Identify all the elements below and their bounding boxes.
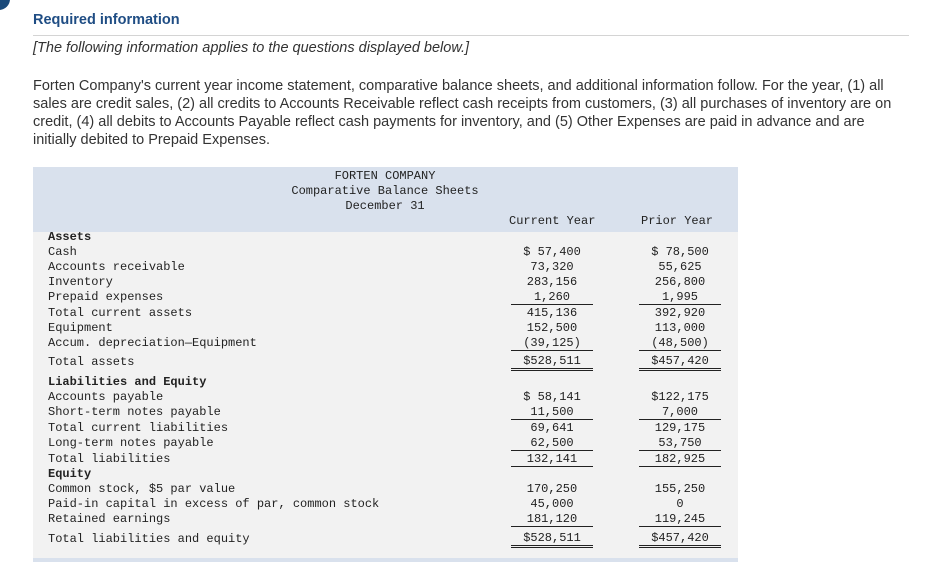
cell-prior: 256,800 xyxy=(654,275,706,289)
sheet-header xyxy=(33,167,738,232)
cell-current: 45,000 xyxy=(530,497,574,511)
cell-prior: 113,000 xyxy=(654,321,706,335)
balance-sheet-table xyxy=(33,167,738,563)
cell-current: 283,156 xyxy=(526,275,578,289)
cell-current: 62,500 xyxy=(511,436,593,451)
assets-heading: Assets xyxy=(48,230,92,244)
cell-prior: 55,625 xyxy=(658,260,702,274)
cell-current: $ 57,400 xyxy=(523,245,581,259)
divider xyxy=(33,35,909,36)
sheet-footer-band xyxy=(33,558,738,562)
cell-prior: 53,750 xyxy=(639,436,721,451)
cell-prior: 1,995 xyxy=(639,290,721,305)
row-label: Total current liabilities xyxy=(48,421,229,435)
cell-prior: 0 xyxy=(676,497,684,511)
cell-current: 415,136 xyxy=(526,306,578,320)
cell-current: 73,320 xyxy=(530,260,574,274)
row-label: Prepaid expenses xyxy=(48,290,164,304)
statement-date: December 31 xyxy=(345,199,425,213)
cell-prior: (48,500) xyxy=(639,336,721,351)
row-label: Cash xyxy=(48,245,77,259)
liabilities-heading: Liabilities and Equity xyxy=(48,375,207,389)
row-label: Short-term notes payable xyxy=(48,405,221,419)
row-label: Paid-in capital in excess of par, common stock xyxy=(48,497,380,511)
cell-current: 11,500 xyxy=(511,405,593,420)
cell-current: 69,641 xyxy=(530,421,574,435)
cell-prior: $ 78,500 xyxy=(651,245,709,259)
cell-current: $528,511 xyxy=(511,531,593,548)
row-label: Accounts receivable xyxy=(48,260,185,274)
equity-heading: Equity xyxy=(48,467,92,481)
row-label: Accounts payable xyxy=(48,390,164,404)
cell-prior: 129,175 xyxy=(654,421,706,435)
sheet-body xyxy=(33,232,738,558)
cell-prior: 119,245 xyxy=(639,512,721,527)
row-label: Long-term notes payable xyxy=(48,436,214,450)
col-current-year: Current Year xyxy=(509,214,596,228)
corner-badge-icon xyxy=(0,0,10,10)
row-label: Total liabilities and equity xyxy=(48,532,250,546)
row-label: Total liabilities xyxy=(48,452,171,466)
cell-prior: 182,925 xyxy=(639,452,721,467)
row-label: Common stock, $5 par value xyxy=(48,482,236,496)
col-prior-year: Prior Year xyxy=(641,214,714,228)
row-label: Total assets xyxy=(48,355,135,369)
row-label: Accum. depreciation—Equipment xyxy=(48,336,257,350)
cell-prior: 392,920 xyxy=(654,306,706,320)
required-info-title: Required information xyxy=(33,12,180,28)
statement-title: Comparative Balance Sheets xyxy=(291,184,479,198)
cell-current: 1,260 xyxy=(511,290,593,305)
cell-current: $528,511 xyxy=(511,354,593,371)
cell-current: 132,141 xyxy=(511,452,593,467)
intro-paragraph: Forten Company's current year income statement, comparative balance sheets, and additional information follow. For the year, (1) all sales are credit sales, (2) all credits to Accounts Receivable reflect cash receipts from customers, (3) all purchases of inventory are on credit, (4) all debits to Accounts Payable reflect cash payments for inventory, and (5) Other Expenses are paid in advance and are initially debited to Prepaid Expenses. xyxy=(33,78,892,148)
row-label: Inventory xyxy=(48,275,113,289)
company-name: FORTEN COMPANY xyxy=(334,169,436,183)
row-label: Equipment xyxy=(48,321,113,335)
cell-current: 181,120 xyxy=(511,512,593,527)
subtitle: [The following information applies to the questions displayed below.] xyxy=(33,40,470,56)
cell-current: 170,250 xyxy=(526,482,578,496)
cell-prior: 7,000 xyxy=(639,405,721,420)
cell-prior: $457,420 xyxy=(639,354,721,371)
cell-current: 152,500 xyxy=(526,321,578,335)
cell-prior: 155,250 xyxy=(654,482,706,496)
cell-current: (39,125) xyxy=(511,336,593,351)
cell-prior: $457,420 xyxy=(639,531,721,548)
row-label: Total current assets xyxy=(48,306,193,320)
cell-prior: $122,175 xyxy=(651,390,709,404)
cell-current: $ 58,141 xyxy=(523,390,581,404)
row-label: Retained earnings xyxy=(48,512,171,526)
